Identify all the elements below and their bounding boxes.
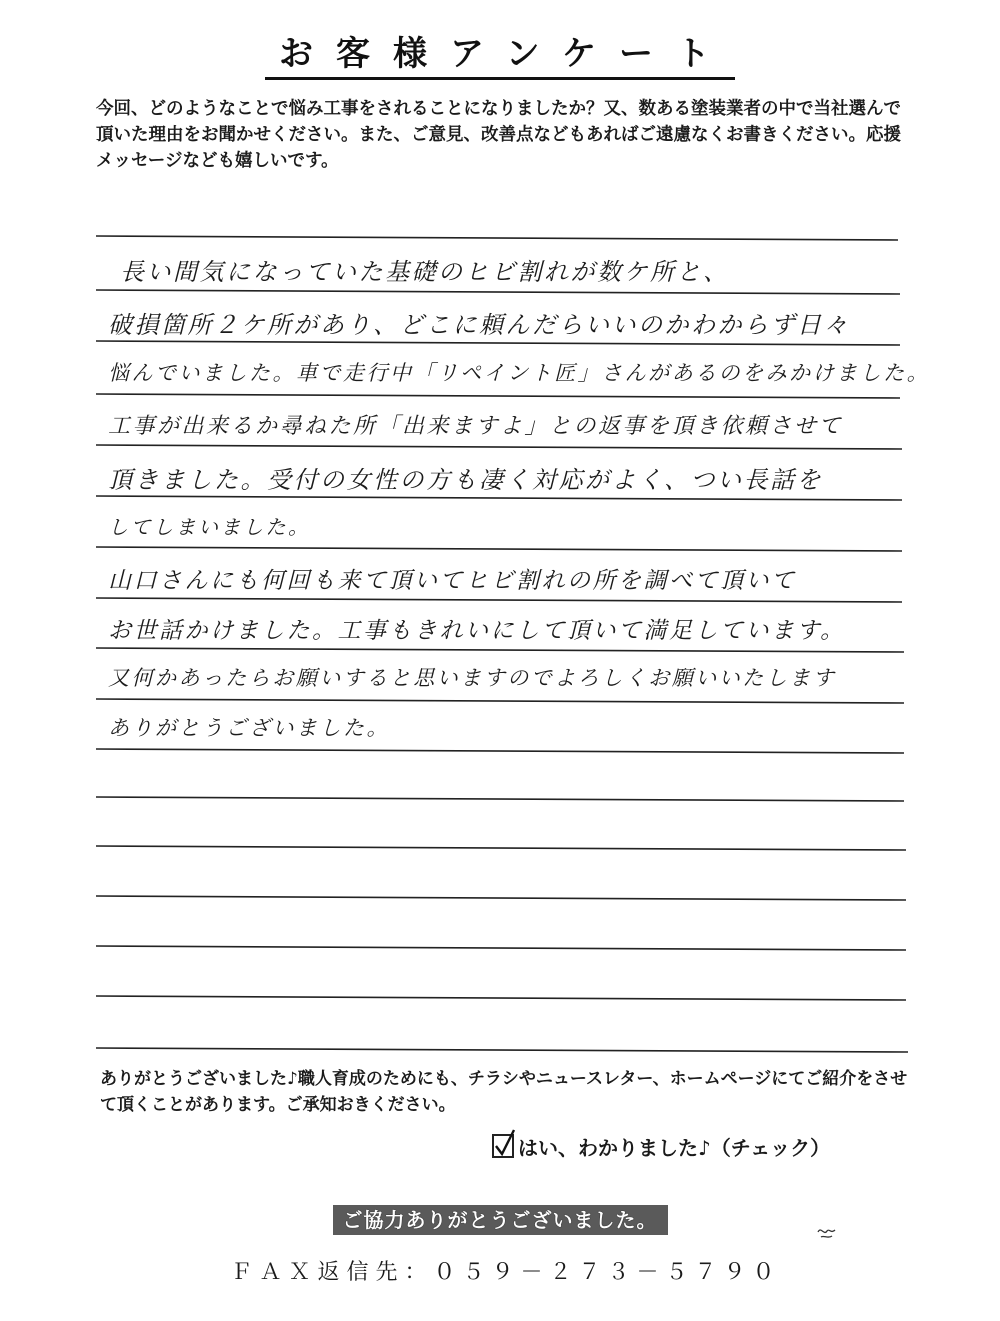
rule-line xyxy=(96,445,902,449)
rule-line xyxy=(96,394,900,398)
thanks-banner xyxy=(0,1204,1000,1233)
rule-line xyxy=(96,699,904,703)
title-text: お客様アンケート xyxy=(265,34,735,80)
rule-line xyxy=(96,598,902,602)
rule-line xyxy=(96,290,900,294)
handwritten-line: ありがとうございました。 xyxy=(108,716,390,740)
consent-note: ありがとうございました♪職人育成のためにも、チラシやニュースレター、ホームページにてご紹介をさせて頂くことがあります。ご承知おきください。 xyxy=(100,1069,908,1115)
handwritten-line: お世話かけました。工事もきれいにして頂いて満足しています。 xyxy=(108,618,846,644)
rule-line xyxy=(96,547,902,551)
rule-line xyxy=(96,496,902,500)
rule-line xyxy=(96,797,904,801)
handwritten-line: 長い間気になっていた基礎のヒビ割れが数ケ所と、 xyxy=(120,258,730,286)
rule-line xyxy=(96,648,904,652)
rule-line xyxy=(96,341,900,345)
handwritten-line: 山口さんにも何回も来て頂いてヒビ割れの所を調べて頂いて xyxy=(108,568,797,594)
rule-line xyxy=(96,236,898,240)
handwritten-line: 又何かあったらお願いすると思いますのでよろしくお願いいたします xyxy=(108,666,837,690)
consent-check-label: はい、わかりました♪（チェック） xyxy=(518,1136,831,1160)
thanks-text: ご協力ありがとうございました。 xyxy=(333,1205,668,1235)
rule-line xyxy=(96,846,906,850)
handwritten-line: 工事が出来るか尋ねた所「出来ますよ」との返事を頂き依頼させて xyxy=(108,414,844,439)
handwritten-line: してしまいました。 xyxy=(108,515,311,539)
handwritten-line: 頂きました。受付の女性の方も凄く対応がよく、つい長話を xyxy=(108,466,824,494)
handwritten-line: 破損箇所２ケ所があり、どこに頼んだらいいのかわからず日々 xyxy=(108,311,850,339)
fax-number: ＦＡＸ返信先：０５９－２７３－５７９０ xyxy=(230,1260,782,1285)
rule-line xyxy=(96,896,906,900)
checkbox-checked-icon[interactable] xyxy=(492,1134,514,1158)
intro-text: 今回、どのようなことで悩み工事をされることになりましたか？又、数ある塗装業者の中で当社選んで頂いた理由をお聞かせください。また、ご意見、改善点などもあればご遠慮なくお書きください。応援メッセージなども嬉しいです。 xyxy=(96,99,901,171)
rule-line xyxy=(96,749,904,753)
scribble-mark-icon xyxy=(815,1222,841,1242)
rule-line xyxy=(96,946,906,950)
checkmark-icon xyxy=(492,1126,518,1158)
handwritten-line: 悩んでいました。車で走行中「リペイント匠」さんがあるのをみかけました。 xyxy=(108,361,931,385)
consent-checkbox-row[interactable] xyxy=(492,1132,830,1161)
rule-line xyxy=(96,1048,908,1052)
rule-line xyxy=(96,996,906,1000)
